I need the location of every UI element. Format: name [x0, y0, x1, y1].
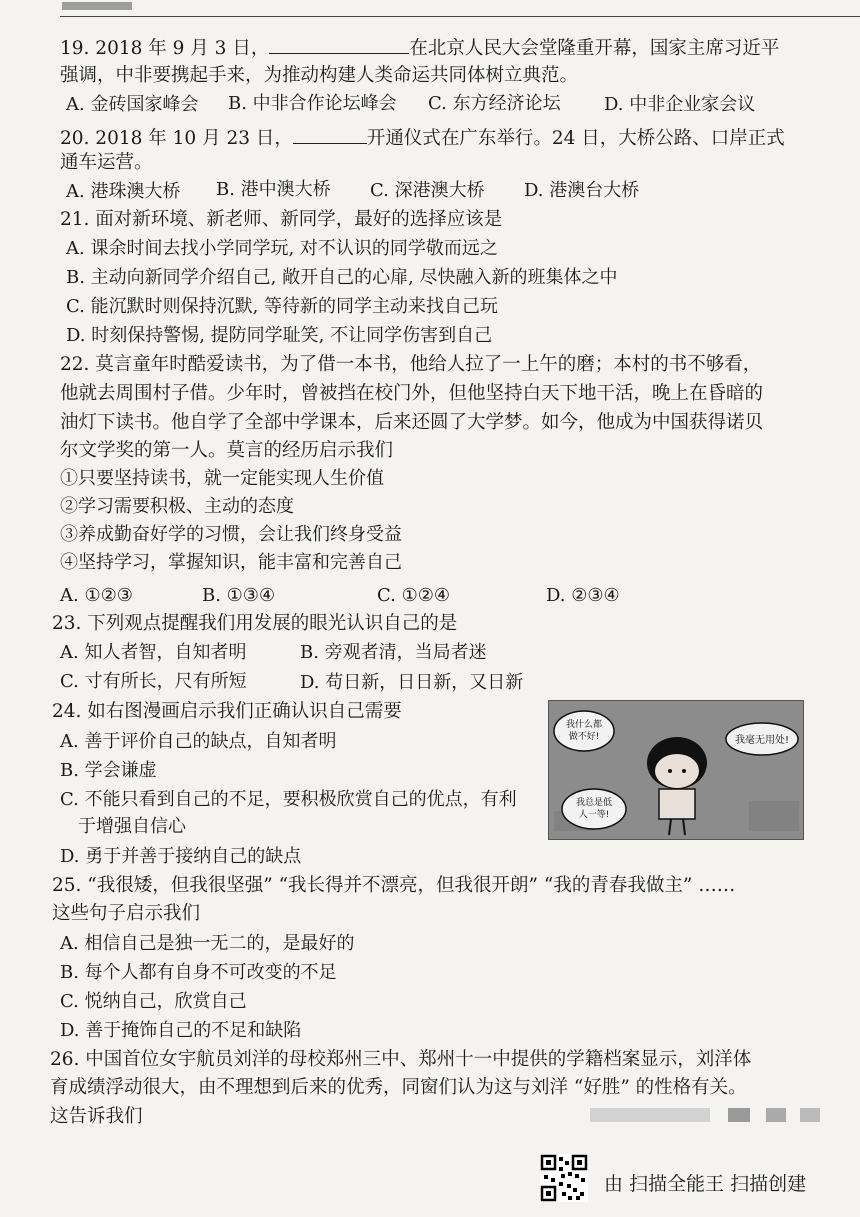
q22-item-4: ④坚持学习，掌握知识，能丰富和完善自己: [60, 552, 402, 573]
bubble-text-1a: 我什么都: [565, 720, 603, 730]
q20-option-b: B. 港中澳大桥: [216, 179, 331, 200]
q22-option-d: D. ②③④: [546, 585, 620, 606]
q22-line3: 油灯下读书。他自学了全部中学课本，后来还圆了大学梦。如今，他成为中国获得诺贝: [60, 412, 764, 433]
q25-line1: 25. “我很矮，但我很坚强” “我长得并不漂亮，但我很开朗” “我的青春我做主” ……: [52, 875, 736, 896]
q19-option-a: A. 金砖国家峰会: [66, 94, 199, 115]
q22-line4: 尔文学奖的第一人。莫言的经历启示我们: [60, 440, 394, 461]
q24-option-c: C. 不能只看到自己的不足，要积极欣赏自己的优点，有利: [60, 789, 517, 810]
q22-item-2: ②学习需要积极、主动的态度: [60, 496, 294, 517]
q25-line2: 这些句子启示我们: [52, 903, 201, 924]
q21-option-b: B. 主动向新同学介绍自己, 敞开自己的心扉, 尽快融入新的班集体之中: [66, 267, 618, 288]
q24-option-a: A. 善于评价自己的缺点，自知者明: [60, 731, 337, 752]
q21-stem: 21. 面对新环境、新老师、新同学，最好的选择应该是: [60, 209, 503, 230]
q22-option-b: B. ①③④: [202, 585, 276, 606]
q21-option-d: D. 时刻保持警惕, 提防同学耻笑, 不让同学伤害到自己: [66, 325, 493, 346]
q24-stem: 24. 如右图漫画启示我们正确认识自己需要: [52, 701, 402, 722]
q23-option-c: C. 寸有所长，尺有所短: [60, 671, 247, 692]
q20-line1-start: 20. 2018 年 10 月 23 日，: [60, 128, 293, 149]
q20-line1: [60, 125, 785, 151]
q23-option-a: A. 知人者智，自知者明: [60, 642, 247, 663]
q22-option-c: C. ①②④: [377, 585, 450, 606]
q19-option-c: C. 东方经济论坛: [428, 93, 561, 114]
bubble-text-1b: 做不好!: [568, 732, 600, 742]
q23-option-b: B. 旁观者清，当局者迷: [300, 642, 487, 663]
q20-option-a: A. 港珠澳大桥: [66, 181, 181, 202]
q25-option-a: A. 相信自己是独一无二的，是最好的: [60, 933, 355, 954]
character-body: [659, 789, 695, 819]
bubble-text-2: 我毫无用处!: [734, 735, 790, 746]
bubble-text-3a: 我总是低: [575, 798, 613, 808]
q19-line1-end: 在北京人民大会堂隆重开幕，国家主席习近平: [409, 38, 780, 59]
q26-line2: 育成绩浮动很大，由不理想到后来的优秀，同窗们认为这与刘洋 “好胜” 的性格有关。: [50, 1077, 747, 1098]
character-face: [655, 754, 699, 788]
q20-line2: 通车运营。: [60, 152, 153, 173]
q20-blank: [293, 125, 367, 144]
redacted-block-4: [800, 1108, 820, 1122]
speech-bubble-3: [562, 789, 626, 829]
q20-option-c: C. 深港澳大桥: [370, 180, 485, 201]
q21-option-a: A. 课余时间去找小学同学玩, 对不认识的同学敬而远之: [66, 238, 498, 259]
q24-option-c-cont: 于增强自信心: [78, 816, 186, 837]
bubble-text-3b: 人一等!: [578, 810, 610, 820]
q24-option-b: B. 学会谦虚: [60, 760, 157, 781]
q19-option-d: D. 中非企业家会议: [604, 94, 756, 115]
comic-illustration: [548, 700, 804, 840]
q22-option-a: A. ①②③: [60, 585, 133, 606]
scanner-watermark: 由 扫描全能王 扫描创建: [604, 1173, 807, 1195]
top-edge-strip: [60, 4, 860, 17]
q26-line3: 这告诉我们: [50, 1106, 143, 1127]
q19-option-b: B. 中非合作论坛峰会: [228, 93, 397, 114]
comic-drawing: [549, 701, 803, 839]
q19-line1-start: 19. 2018 年 9 月 3 日，: [60, 38, 270, 59]
q19-blank: [269, 35, 409, 54]
q23-option-d: D. 苟日新，日日新，又日新: [300, 672, 524, 693]
redacted-block-2: [728, 1108, 750, 1122]
q19-line1: [60, 35, 779, 61]
q20-option-d: D. 港澳台大桥: [524, 180, 640, 201]
q22-item-1: ①只要坚持读书，就一定能实现人生价值: [60, 468, 384, 489]
redacted-block-3: [766, 1108, 786, 1122]
q22-line1: 22. 莫言童年时酷爱读书，为了借一本书，他给人拉了一上午的磨；本村的书不够看，: [60, 354, 762, 375]
q25-option-c: C. 悦纳自己，欣赏自己: [60, 991, 247, 1012]
q21-option-c: C. 能沉默时则保持沉默, 等待新的同学主动来找自己玩: [66, 296, 499, 317]
redacted-block-1: [590, 1108, 710, 1122]
q20-line1-end: 开通仪式在广东举行。24 日，大桥公路、口岸正式: [366, 128, 785, 149]
q25-option-d: D. 善于掩饰自己的不足和缺陷: [60, 1020, 302, 1041]
q24-option-d: D. 勇于并善于接纳自己的缺点: [60, 846, 302, 867]
q26-line1: 26. 中国首位女宇航员刘洋的母校郑州三中、郑州十一中提供的学籍档案显示，刘洋体: [50, 1049, 752, 1070]
q19-line2: 强调，中非要携起手来，为推动构建人类命运共同体树立典范。: [60, 65, 579, 86]
q22-item-3: ③养成勤奋好学的习惯，会让我们终身受益: [60, 524, 402, 545]
speech-bubble-1: [554, 711, 614, 751]
qr-code-icon: [540, 1154, 588, 1202]
q25-option-b: B. 每个人都有自身不可改变的不足: [60, 962, 337, 983]
q23-stem: 23. 下列观点提醒我们用发展的眼光认识自己的是: [52, 613, 458, 634]
q22-line2: 他就去周围村子借。少年时，曾被挡在校门外，但他坚持白天下地干活，晚上在昏暗的: [60, 383, 764, 404]
